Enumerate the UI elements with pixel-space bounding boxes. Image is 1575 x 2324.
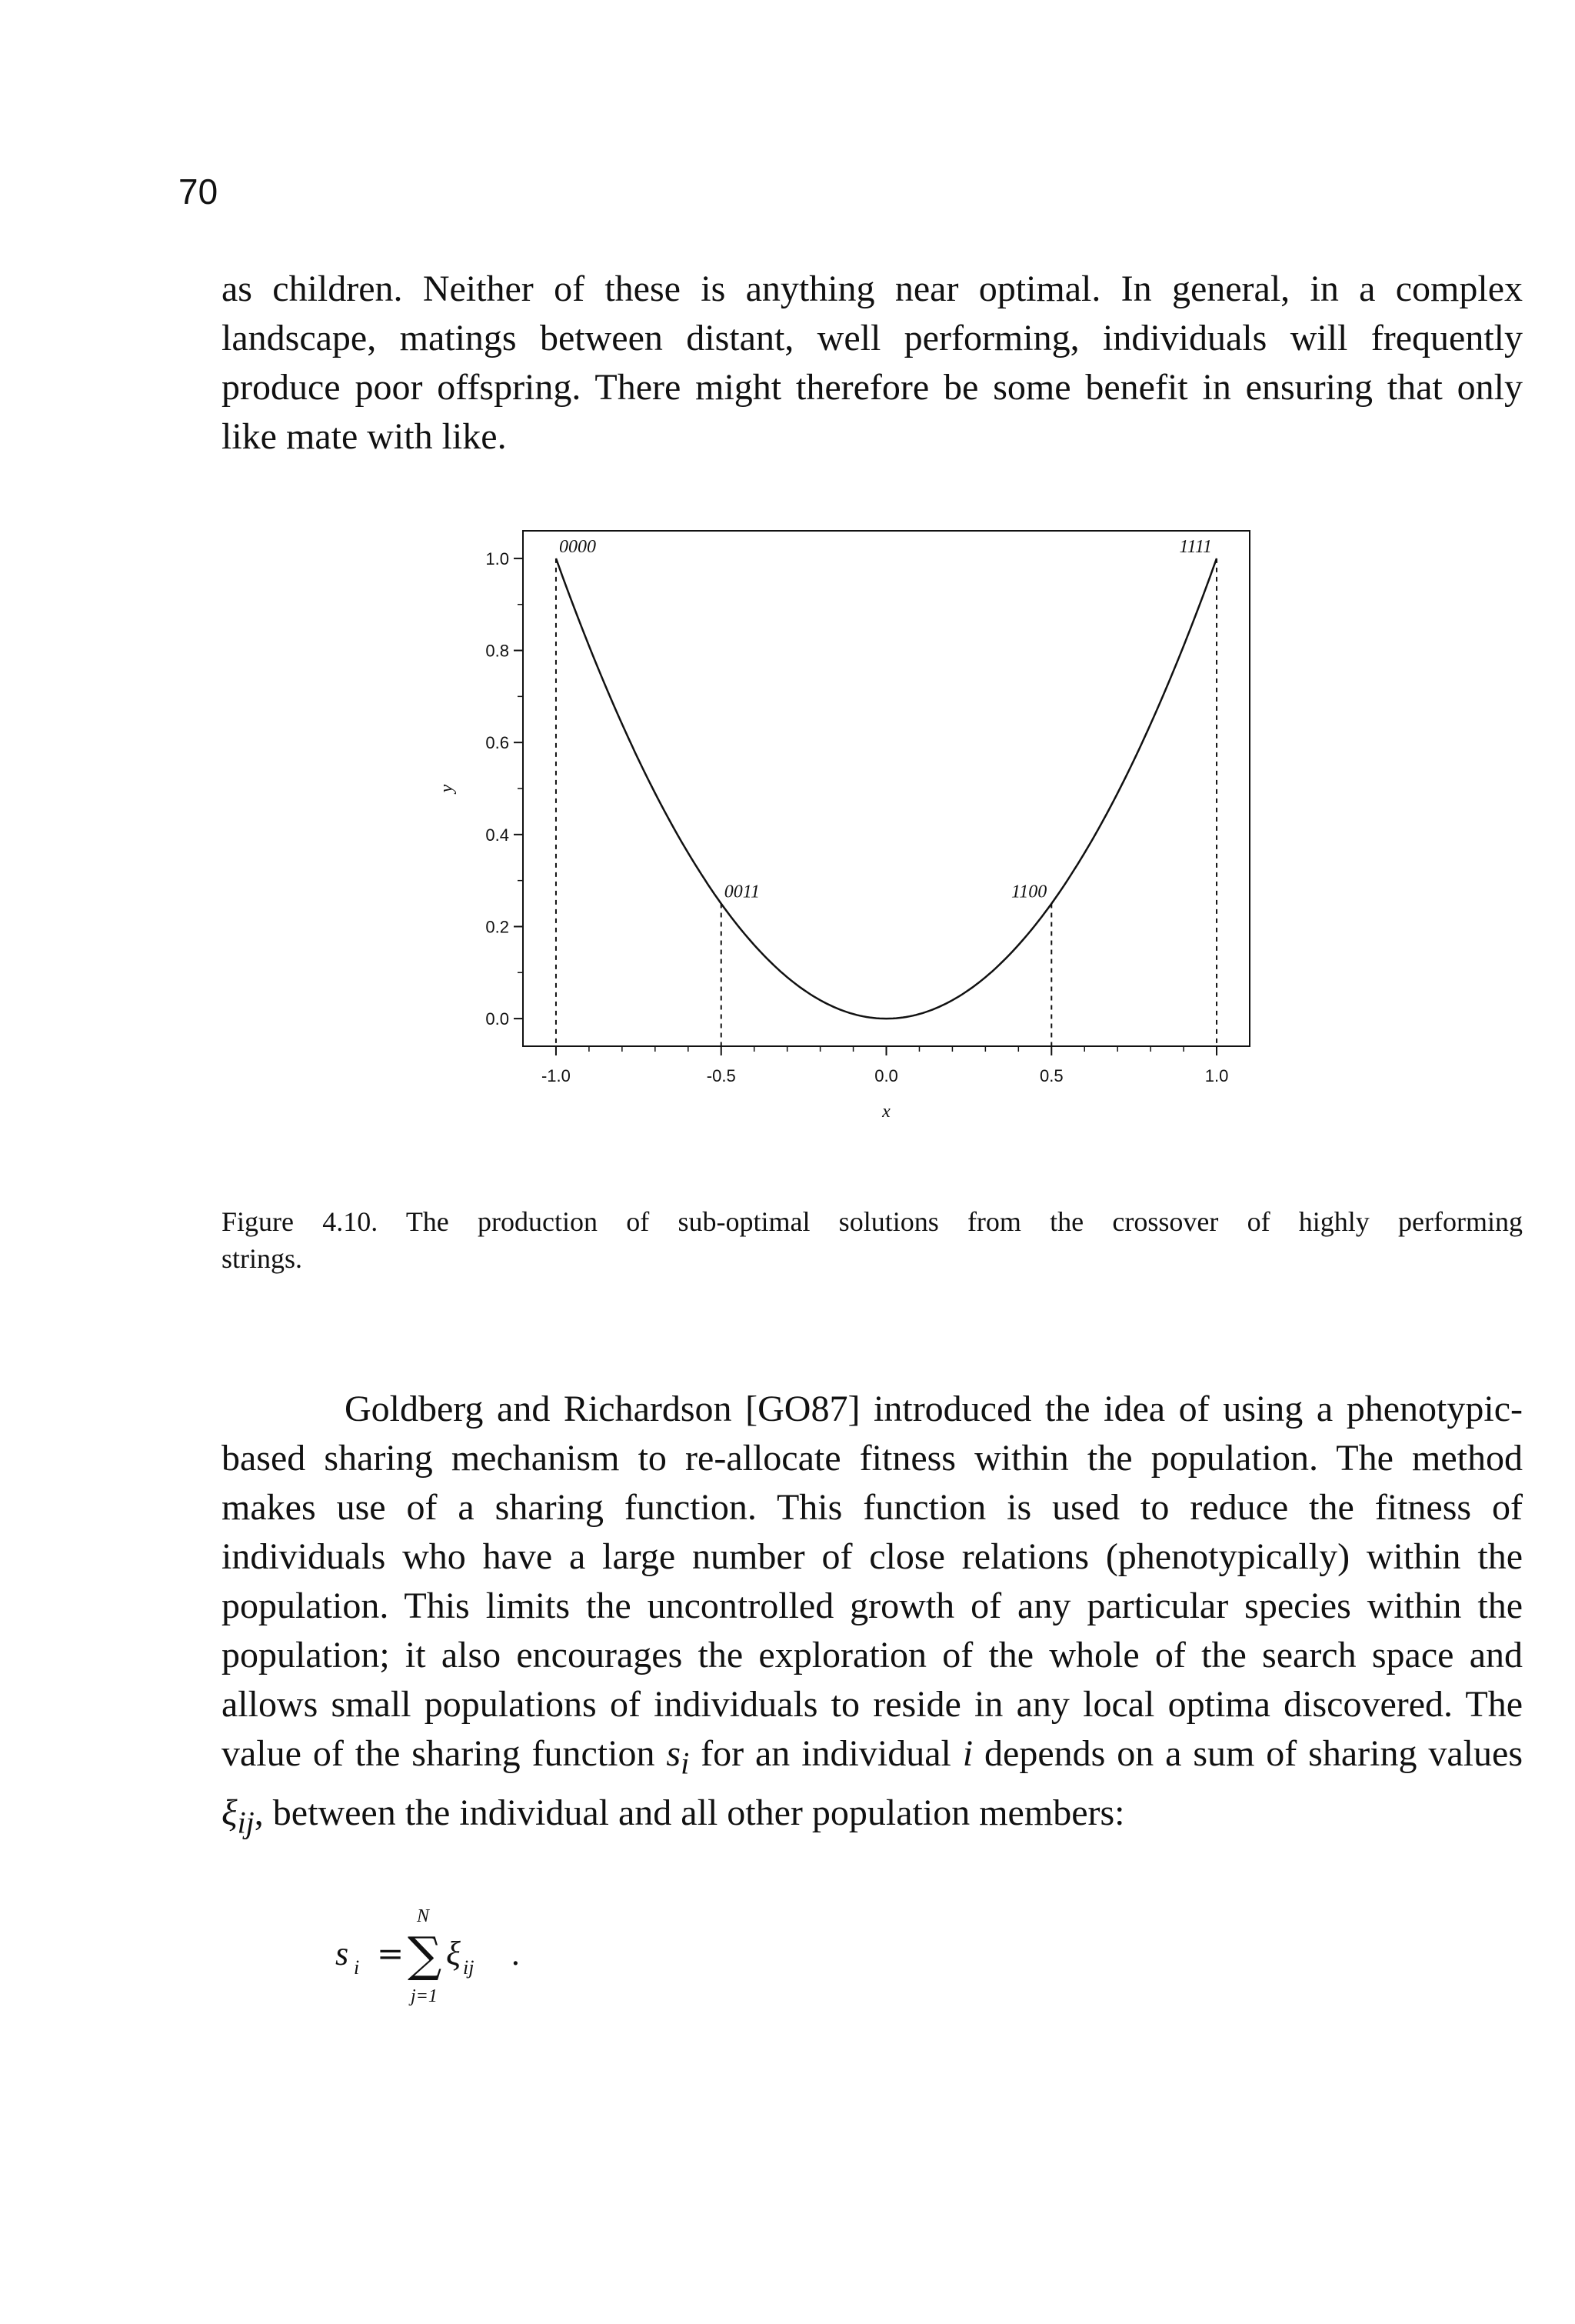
paragraph-sharing-part-a: Goldberg and Richardson [GO87] introduced the idea of using a phenotypic-based sharing mechanism to re-allocate fitness within the population. The method makes use of a sharing function. This function is used to reduce the fitness of individuals who have a large number of close relations (phenotypically) within the population. This limits the uncontrolled growth of any particular species within the population; it also encourages the exploration of the whole of the search space and allows small populations of individuals to reside in any local optima discovered. The value of the sharing function [221,1389,1523,1774]
caption-line-1: Figure 4.10. The production of sub-optimal solutions from the crossover of highly performing [221,1206,1523,1237]
x-tick-label: 1.0 [1204,1066,1229,1085]
eq-term-var: ξ [446,1935,461,1972]
eq-lower-limit: j=1 [411,1986,438,2006]
y-tick-label: 0.2 [485,917,509,937]
y-tick-label: 0.8 [485,641,509,661]
chart-point-labels [559,537,1212,902]
y-axis-label: y [437,784,457,793]
eq-sum-symbol: ∑ [408,1926,442,1982]
paragraph-sharing-part-d: , between the individual and all other population members: [254,1792,1125,1833]
y-tick-label: 0.6 [485,733,509,753]
var-s-sub: i [681,1746,690,1781]
y-tick-label: 1.0 [485,548,509,568]
x-tick-label: -0.5 [706,1066,736,1085]
figure-crossover-chart [431,508,1307,1169]
chart-svg [431,508,1307,1169]
paragraph-sharing-part-c: depends on a sum of sharing values [973,1733,1523,1774]
eq-lhs-var: s [335,1935,349,1972]
chart-ticks [485,549,1228,1085]
paragraph-intro: as children. Neither of these is anything near optimal. In general, in a complex landscape, matings between distant, well performing, individuals will frequently produce poor offspring. There might therefore be some benefit in ensuring that only like mate with like. [221,268,1523,457]
point-label-1100: 1100 [1011,882,1047,902]
eq-term-sub: ij [463,1956,474,1979]
var-s: s [666,1733,681,1774]
equation-svg [331,1900,608,2008]
y-tick-label: 0.0 [485,1009,509,1029]
x-tick-label: 0.5 [1039,1066,1064,1085]
series-line-x-squared [556,558,1217,1019]
x-tick-label: 0.0 [874,1066,898,1085]
x-axis-label: x [882,1102,891,1122]
eq-equals: = [377,1935,405,1972]
chart-frame [523,531,1250,1046]
y-tick-label: 0.4 [485,825,509,845]
chart-drop-lines [556,558,1217,1046]
page-number: 70 [178,172,218,212]
eq-trailing-period: . [511,1937,521,1972]
paragraph-sharing [221,1385,1523,1847]
plot-border [523,531,1250,1046]
paragraph-sharing-part-b: for an individual [689,1733,963,1774]
point-label-1111: 1111 [1179,536,1213,557]
x-tick-label: -1.0 [541,1066,571,1085]
var-i: i [962,1733,974,1774]
caption-line-2: strings. [221,1243,303,1274]
point-label-0000: 0000 [558,536,596,557]
chart-curve [556,558,1217,1019]
eq-lhs-sub: i [354,1956,360,1979]
sharing-equation [331,1900,608,2008]
figure-caption [221,1203,1523,1277]
var-xi-sub: ij [237,1805,255,1840]
var-xi: ξ [221,1792,238,1833]
point-label-0011: 0011 [724,882,760,902]
eq-upper-limit: N [417,1906,430,1926]
